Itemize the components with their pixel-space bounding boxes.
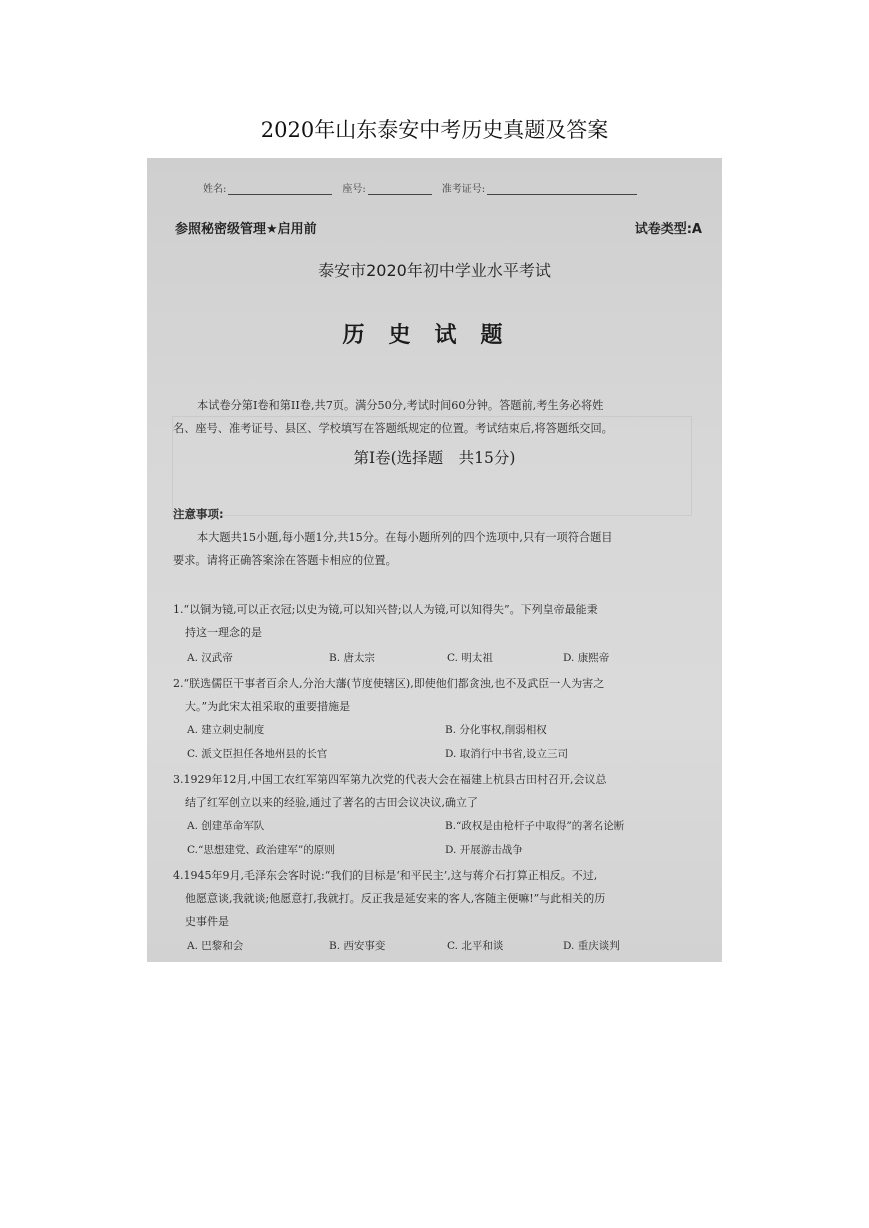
question-1-line-2: 持这一理念的是	[185, 626, 262, 639]
question-3	[173, 768, 703, 814]
option-c: C. 派文臣担任各地州县的长官	[187, 748, 328, 760]
question-2-options-row-2	[187, 746, 697, 766]
option-d: D. 开展游击战争	[445, 844, 523, 856]
admission-label: 准考证号:	[441, 184, 486, 195]
question-3-options-row-1	[187, 818, 697, 838]
option-d: D. 取消行中书省,设立三司	[445, 748, 569, 760]
intro-line-1: 本试卷分第I卷和第II卷,共7页。满分50分,考试时间60分钟。答题前,考生务必将姓	[197, 399, 604, 412]
candidate-info-fields	[203, 180, 647, 195]
question-2-line-2: 大。”为此宋太祖采取的重要措施是	[185, 700, 351, 713]
section-title: 第I卷(选择题 共15分)	[353, 449, 516, 467]
exam-paper-photo	[147, 158, 722, 962]
name-field	[203, 180, 332, 195]
option-a: A. 巴黎和会	[187, 940, 244, 952]
name-underline	[228, 185, 332, 195]
question-4-options	[187, 938, 697, 958]
document-title: 2020年山东泰安中考历史真题及答案	[260, 118, 609, 142]
option-a: A. 创建革命军队	[187, 820, 265, 832]
option-b: B. 分化事权,削弱相权	[445, 724, 547, 736]
option-c: C. 北平和谈	[447, 940, 504, 952]
notice-title: 注意事项:	[173, 507, 224, 521]
option-c: C.“思想建党、政治建军”的原则	[187, 844, 335, 856]
paper-type: 试卷类型:A	[634, 222, 702, 237]
question-4	[173, 864, 703, 933]
option-b: B. 唐太宗	[329, 652, 375, 664]
question-4-line-1: 4.1945年9月,毛泽东会客时说:“我们的目标是‘和平民主’,这与蒋介石打算正相反。不过,	[173, 869, 598, 882]
question-3-line-2: 结了红军创立以来的经验,通过了著名的古田会议决议,确立了	[185, 796, 478, 809]
question-1-options	[187, 650, 697, 670]
option-b: B.“政权是由枪杆子中取得”的著名论断	[445, 820, 625, 832]
seat-label: 座号:	[342, 184, 366, 195]
question-2	[173, 672, 703, 718]
subject-title: 历史试题	[342, 323, 527, 348]
intro-paragraph	[173, 394, 701, 440]
option-d: D. 康熙帝	[563, 652, 610, 664]
question-2-options-row-1	[187, 722, 697, 742]
seat-field	[342, 180, 431, 195]
question-1	[173, 598, 703, 644]
seat-underline	[368, 185, 432, 195]
notice-line-2: 要求。请将正确答案涂在答题卡相应的位置。	[173, 554, 397, 567]
option-a: A. 建立刺史制度	[187, 724, 265, 736]
notice-line-1: 本大题共15小题,每小题1分,共15分。在每小题所列的四个选项中,只有一项符合题目	[197, 531, 613, 544]
intro-line-2: 名、座号、准考证号、县区、学校填写在答题纸规定的位置。考试结束后,将答题纸交回。	[173, 422, 613, 435]
option-b: B. 西安事变	[329, 940, 386, 952]
secret-notice: 参照秘密级管理★启用前	[175, 222, 317, 237]
question-4-line-2: 他愿意谈,我就谈;他愿意打,我就打。反正我是延安来的客人,客随主便嘛!”与此相关的历	[185, 892, 606, 905]
question-4-line-3: 史事件是	[185, 915, 229, 928]
option-a: A. 汉武帝	[187, 652, 233, 664]
question-3-line-1: 3.1929年12月,中国工农红军第四军第九次党的代表大会在福建上杭县古田村召开,会议总	[173, 773, 607, 786]
option-c: C. 明太祖	[447, 652, 493, 664]
option-d: D. 重庆谈判	[563, 940, 620, 952]
admission-underline	[487, 185, 637, 195]
question-3-options-row-2	[187, 842, 697, 862]
admission-field	[442, 180, 637, 195]
notice-paragraph	[173, 526, 701, 572]
name-label: 姓名:	[203, 184, 227, 195]
question-1-line-1: 1.“以铜为镜,可以正衣冠;以史为镜,可以知兴替;以人为镜,可以知得失”。下列皇帝最能秉	[173, 603, 598, 616]
exam-name: 泰安市2020年初中学业水平考试	[318, 261, 551, 280]
question-2-line-1: 2.“朕选儒臣干事者百余人,分治大藩(节度使辖区),即使他们都贪浊,也不及武臣一人为害之	[173, 677, 605, 690]
